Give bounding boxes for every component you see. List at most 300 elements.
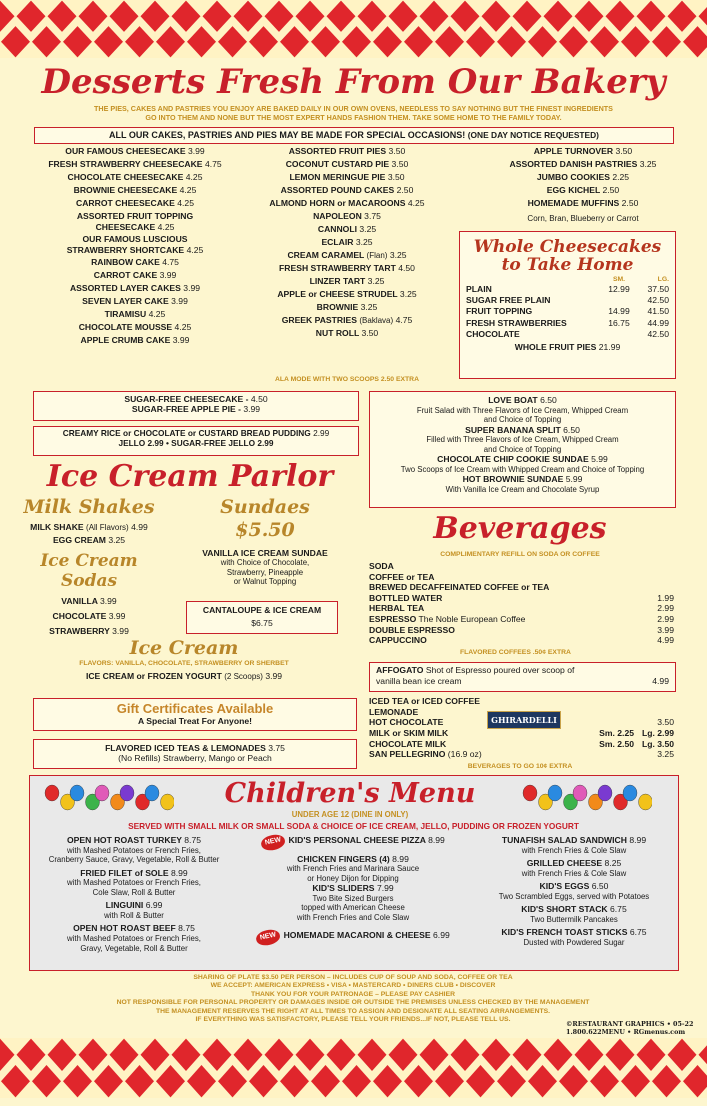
diamond-ornament xyxy=(637,1039,666,1071)
diamond-ornament xyxy=(590,26,619,57)
kids-item-desc: Cole Slaw, Roll & Butter xyxy=(92,887,176,897)
kids-item-name: KID'S SHORT STACK xyxy=(521,904,608,915)
item-name: LEMON MERINGUE PIE xyxy=(289,172,386,182)
kids-item-price: 7.99 xyxy=(376,883,394,894)
whole-fruit-pies-label: WHOLE FRUIT PIES xyxy=(514,342,597,353)
bakery-item xyxy=(20,197,250,210)
sundaes-price: $5.50 xyxy=(235,519,295,541)
diamond-ornament xyxy=(203,1,232,32)
balloon-icon xyxy=(120,785,134,801)
item-price: 4.25 xyxy=(174,322,192,332)
diamond-ornament xyxy=(482,1039,511,1071)
bakery-item xyxy=(478,197,688,210)
item-name: CARROT CHEESECAKE xyxy=(76,198,175,208)
diamond-ornament xyxy=(94,1065,123,1097)
diamond-ornament xyxy=(559,1065,588,1097)
diamond-ornament xyxy=(249,1065,278,1097)
col-lg-label: LG. xyxy=(657,276,669,283)
item-name: ASSORTED FRUIT PIES xyxy=(288,146,387,156)
item-name: HOMEMADE MUFFINS xyxy=(527,198,620,208)
refill-note: COMPLIMENTARY REFILL ON SODA OR COFFEE xyxy=(440,551,600,558)
beverage-row xyxy=(369,635,674,646)
beverage-name: LEMONADE xyxy=(369,706,419,717)
item-name: CARROT CAKE xyxy=(93,270,158,280)
beverage-name: ICED TEA or ICED COFFEE xyxy=(369,696,480,706)
soda-name: CHOCOLATE xyxy=(52,611,107,621)
soda-item xyxy=(14,594,164,609)
cheesecake-lg-price: 41.50 xyxy=(647,306,669,317)
kids-item xyxy=(238,835,468,850)
pudding-box xyxy=(33,426,359,456)
item-name: BROWNIE xyxy=(316,302,359,312)
sundae-price: 6.50 xyxy=(540,395,557,405)
sodas-title-2: Sodas xyxy=(60,571,118,591)
cheesecake-name: FRESH STRAWBERRIES xyxy=(466,317,567,328)
kids-item-price: 6.75 xyxy=(629,927,647,938)
gift-subtitle: A Special Treat For Anyone! xyxy=(138,716,252,726)
diamond-ornament xyxy=(435,26,464,57)
kids-item-price: 8.99 xyxy=(170,867,188,878)
kids-item xyxy=(474,835,674,846)
milk-shake-note: (All Flavors) xyxy=(86,523,129,532)
diamond-ornament xyxy=(590,1065,619,1097)
pellegrino-note: (16.9 oz) xyxy=(447,749,482,760)
whole-fruit-pies xyxy=(466,341,669,353)
chocolate-milk-lg-price: Lg. 3.50 xyxy=(642,738,674,749)
item-price: 3.99 xyxy=(172,335,190,345)
diamond-ornament xyxy=(187,26,216,57)
ice-cream-label: ICE CREAM or FROZEN YOGURT xyxy=(85,671,222,681)
item-name: CHOCOLATE MOUSSE xyxy=(78,322,173,332)
beverage-row xyxy=(369,614,674,625)
kids-item-name: KID'S EGGS xyxy=(539,881,590,892)
kids-item-desc: with French Fries & Cole Slaw xyxy=(521,845,627,855)
sundae-desc: and Choice of Topping xyxy=(483,444,562,454)
item-name: FRESH STRAWBERRY CHEESECAKE xyxy=(48,159,203,169)
affogato-price: 4.99 xyxy=(652,675,669,686)
kids-item xyxy=(474,858,674,869)
cheesecake-name: FRUIT TOPPING xyxy=(466,306,533,317)
item-name: CANNOLI xyxy=(317,224,358,234)
kids-item-name: FRIED FILET of SOLE xyxy=(80,867,169,878)
diamond-ornament xyxy=(327,1039,356,1071)
kids-item-name: CHICKEN FINGERS (4) xyxy=(297,853,390,864)
balloon-icon xyxy=(161,794,175,810)
diamond-ornament xyxy=(652,1065,681,1097)
diamond-ornament xyxy=(110,1,139,32)
beverage-row xyxy=(369,696,674,707)
cheesecake-name: CHOCOLATE xyxy=(466,328,520,339)
diamond-ornament xyxy=(187,1065,216,1097)
kids-item-desc: Gravy, Vegetable, Roll & Butter xyxy=(80,943,188,953)
kids-item-price: 8.99 xyxy=(428,835,445,845)
diamond-ornament xyxy=(358,1039,387,1071)
kids-item xyxy=(474,904,674,915)
vanilla-sundae-desc-line: Strawberry, Pineapple xyxy=(226,567,304,577)
item-price: 3.25 xyxy=(360,302,378,312)
item-price: 3.50 xyxy=(391,159,409,169)
age-note: UNDER AGE 12 (DINE IN ONLY) xyxy=(291,810,409,819)
chocolate-milk-label: CHOCOLATE MILK xyxy=(369,738,447,749)
beverage-row xyxy=(369,572,674,583)
kids-item-name: LINGUINI xyxy=(105,900,144,911)
diamond-ornament xyxy=(404,1065,433,1097)
diamond-ornament xyxy=(280,1065,309,1097)
balloon-icon xyxy=(523,785,537,801)
muffin-note: Corn, Bran, Blueberry or Carrot xyxy=(527,214,639,223)
diamond-ornament xyxy=(497,26,526,57)
diamond-ornament xyxy=(420,1039,449,1071)
beverage-row xyxy=(369,561,674,572)
kids-item-desc: with Mashed Potatoes or French Fries, xyxy=(67,933,201,943)
diamond-ornament xyxy=(668,1,697,32)
pellegrino-label: SAN PELLEGRINO xyxy=(369,749,446,760)
kids-item-desc: topped with American Cheese xyxy=(301,903,405,913)
item-price: 3.25 xyxy=(359,224,377,234)
beverage-price: 3.50 xyxy=(657,717,674,728)
item-name: OUR FAMOUS CHEESECAKE xyxy=(65,146,186,156)
cheesecake-row xyxy=(466,306,669,317)
cheesecake-sm-price: 14.99 xyxy=(608,306,630,317)
item-name: ASSORTED LAYER CAKES xyxy=(69,283,181,293)
diamond-ornament xyxy=(1,1065,30,1097)
cheesecake-lg-price: 42.50 xyxy=(647,328,669,339)
diamond-ornament xyxy=(234,1039,263,1071)
diamond-ornament xyxy=(79,1039,108,1071)
item-price: 4.25 xyxy=(185,172,203,182)
vanilla-sundae-label: VANILLA ICE CREAM SUNDAE xyxy=(202,548,328,558)
bakery-item xyxy=(247,223,447,236)
new-badge: NEW xyxy=(260,833,287,852)
diamond-ornament xyxy=(668,1039,697,1071)
flavored-coffees-note: FLAVORED COFFEES .50¢ EXTRA xyxy=(460,649,571,656)
cantaloupe-label: CANTALOUPE & ICE CREAM xyxy=(202,605,322,615)
bakery-item xyxy=(20,308,250,321)
bakery-item xyxy=(247,158,447,171)
diamond-ornament xyxy=(621,1065,650,1097)
footer-line: THANK YOU FOR YOUR PATRONAGE – PLEASE PAY CASHIER xyxy=(250,990,456,998)
cheesecake-sm-price xyxy=(599,329,639,340)
sundae-desc: Filled with Three Flavors of Ice Cream, Whipped Cream xyxy=(426,435,619,445)
bakery-item xyxy=(20,210,250,233)
diamond-ornament xyxy=(683,26,707,57)
milk-list xyxy=(369,728,674,760)
item-price: 4.25 xyxy=(186,244,204,255)
beverage-price: 1.99 xyxy=(657,592,674,603)
childrens-menu-title: Children's Menu xyxy=(224,778,476,809)
item-price: 4.75 xyxy=(395,315,413,325)
bakery-item xyxy=(20,171,250,184)
sugar-free-apple-pie: SUGAR-FREE APPLE PIE - xyxy=(131,404,241,415)
pudding-price: 2.99 xyxy=(313,428,330,438)
kids-item xyxy=(34,900,234,911)
header xyxy=(0,62,707,122)
bakery-item xyxy=(20,145,250,158)
footer-line: THE MANAGEMENT RESERVES THE RIGHT AT ALL TIMES TO ASSIGN AND DESIGNATE ALL SEATING ARRANGEMENTS. xyxy=(155,1007,551,1015)
diamond-ornament xyxy=(48,1039,77,1071)
soda-item xyxy=(14,609,164,624)
balloon-icon xyxy=(45,785,59,801)
balloons-right-decoration xyxy=(522,780,652,816)
diamond-ornament xyxy=(32,1065,61,1097)
cheesecake-name: PLAIN xyxy=(466,284,492,294)
diamond-ornament xyxy=(621,26,650,57)
jello-line: JELLO 2.99 • SUGAR-FREE JELLO 2.99 xyxy=(118,437,274,448)
kids-item-desc: Two Buttermilk Pancakes xyxy=(530,914,618,924)
diamond-ornament xyxy=(32,26,61,57)
diamond-ornament xyxy=(513,1039,542,1071)
balloon-icon xyxy=(95,785,109,801)
diamond-ornament xyxy=(218,1065,247,1097)
bakery-item xyxy=(247,262,447,275)
item-price: 4.25 xyxy=(157,221,175,232)
sugar-free-cheesecake-price: 4.50 xyxy=(250,394,268,404)
item-note: (Baklava) xyxy=(359,316,394,325)
diamond-ornament xyxy=(606,1039,635,1071)
intro-line-2: GO INTO THEM AND NONE BUT THE MOST EXPERT HANDS FASHION THEM. TAKE SOME HOME TO THE FAMILY TODAY. xyxy=(145,113,562,122)
kids-item xyxy=(34,923,234,934)
diamond-ornament xyxy=(559,26,588,57)
kids-item-name: GRILLED CHEESE xyxy=(526,858,603,869)
bakery-item xyxy=(247,210,447,223)
diamond-ornament xyxy=(125,1065,154,1097)
diamond-ornament xyxy=(0,1039,15,1071)
diamond-ornament xyxy=(389,1039,418,1071)
bakery-item xyxy=(247,184,447,197)
kids-item-price: 8.75 xyxy=(178,923,195,934)
diamond-ornament xyxy=(466,26,495,57)
kids-column-1 xyxy=(34,835,234,953)
diamond-ornament xyxy=(358,1,387,32)
diamond-ornament xyxy=(249,26,278,57)
item-price: 3.99 xyxy=(171,296,188,306)
footer-notes xyxy=(30,974,676,1024)
affogato-desc-2: vanilla bean ice cream xyxy=(376,675,462,686)
sundae-desc: and Choice of Topping xyxy=(483,415,562,425)
kids-item-desc: with Mashed Potatoes or French Fries, xyxy=(67,878,201,888)
beverage-name: SODA xyxy=(369,561,394,571)
ice-cream-price: 3.99 xyxy=(265,671,283,681)
item-name: NAPOLEON xyxy=(313,211,362,221)
bakery-item xyxy=(20,321,250,334)
bakery-column-3 xyxy=(478,145,688,210)
item-price: 4.75 xyxy=(204,159,222,169)
sundae-price: 6.50 xyxy=(563,424,580,435)
diamond-ornament xyxy=(389,1,418,32)
kids-item-price: 8.99 xyxy=(629,835,647,845)
beverage-name: ESPRESSO xyxy=(369,613,417,624)
item-price: 4.25 xyxy=(177,198,194,208)
diamond-ornament xyxy=(48,1,77,32)
kids-item-price: 6.50 xyxy=(591,881,609,892)
sundae-desc: With Vanilla Ice Cream and Chocolate Syrup xyxy=(445,484,600,494)
beverage-price: 2.99 xyxy=(657,603,674,614)
sundae-name: LOVE BOAT xyxy=(488,395,538,405)
diamond-ornament xyxy=(265,1,294,32)
item-name: SEVEN LAYER CAKE xyxy=(82,296,169,306)
cheesecakes-title-2: to Take Home xyxy=(501,255,634,275)
beverages-to-go-note: BEVERAGES TO GO 10¢ EXTRA xyxy=(467,763,573,770)
item-price: 4.25 xyxy=(179,185,197,195)
served-note: SERVED WITH SMALL MILK OR SMALL SODA & CHOICE OF ICE CREAM, JELLO, PUDDING OR FROZEN YOGURT xyxy=(128,821,579,831)
bakery-item xyxy=(20,256,250,269)
balloon-icon xyxy=(573,785,587,801)
kids-item xyxy=(238,883,468,894)
cantaloupe-price: $6.75 xyxy=(251,618,273,629)
diamond-ornament xyxy=(280,26,309,57)
item-price: 2.50 xyxy=(602,185,620,195)
kids-item-desc: with Roll & Butter xyxy=(104,910,164,920)
kids-item-price: 6.99 xyxy=(145,900,163,911)
item-name: ASSORTED POUND CAKES xyxy=(280,185,395,195)
cheesecake-lg-price: 37.50 xyxy=(647,284,669,294)
balloons-left-decoration xyxy=(44,780,174,816)
item-name: OUR FAMOUS LUSCIOUS xyxy=(82,234,188,244)
bakery-item xyxy=(478,145,688,158)
diamond-ornament xyxy=(296,1039,325,1071)
item-name: ECLAIR xyxy=(321,237,354,247)
diamond-ornament xyxy=(652,26,681,57)
beverage-name: DOUBLE ESPRESSO xyxy=(369,624,455,635)
item-name-line2: CHEESECAKE xyxy=(95,221,156,232)
sundae-desc: Two Scoops of Ice Cream with Whipped Cream and Choice of Topping xyxy=(400,464,645,474)
item-price: 3.99 xyxy=(187,146,205,156)
egg-cream-label: EGG CREAM xyxy=(52,535,106,545)
bakery-column-2 xyxy=(247,145,447,340)
gift-title: Gift Certificates Available xyxy=(116,701,274,716)
diamond-ornament xyxy=(94,26,123,57)
milk-shakes-title: Milk Shakes xyxy=(23,496,155,518)
pellegrino-price: 3.25 xyxy=(657,749,674,760)
new-badge: NEW xyxy=(255,928,282,947)
item-price: 3.25 xyxy=(367,276,385,286)
cheesecake-row xyxy=(466,318,669,329)
item-name: TIRAMISU xyxy=(104,309,147,319)
iced-teas-label: FLAVORED ICED TEAS & LEMONADES xyxy=(105,743,266,753)
item-name: APPLE or CHEESE STRUDEL xyxy=(277,289,398,299)
diamond-ornament xyxy=(466,1065,495,1097)
cheesecakes-title-1: Whole Cheesecakes xyxy=(473,237,662,257)
diamond-ornament xyxy=(311,1065,340,1097)
diamond-ornament xyxy=(265,1039,294,1071)
diamond-ornament xyxy=(63,1065,92,1097)
diamond-ornament xyxy=(544,1039,573,1071)
milk-shake-label: MILK SHAKE xyxy=(30,522,84,532)
bakery-item xyxy=(478,184,688,197)
sugar-free-apple-pie-price: 3.99 xyxy=(243,404,261,415)
beverage-price: 4.99 xyxy=(657,635,674,646)
balloon-icon xyxy=(70,785,84,801)
bottom-diamond-border xyxy=(0,1038,707,1098)
cheesecake-row xyxy=(466,284,669,295)
bakery-item xyxy=(247,197,447,210)
diamond-ornament xyxy=(451,1,480,32)
beverage-name: BREWED DECAFFEINATED COFFEE or TEA xyxy=(369,582,550,593)
diamond-ornament xyxy=(528,1065,557,1097)
beverages-title: Beverages xyxy=(433,511,607,546)
whole-fruit-pies-price: 21.99 xyxy=(598,342,621,353)
beverages-list-1 xyxy=(369,561,674,646)
bakery-column-1 xyxy=(20,145,250,347)
credit-line-2: 1.800.622MENU • RGmenus.com xyxy=(566,1028,686,1036)
sodas-list xyxy=(14,594,164,639)
soda-price: 3.99 xyxy=(108,611,126,621)
diamond-ornament xyxy=(141,1,170,32)
bakery-item xyxy=(247,314,447,327)
diamond-ornament xyxy=(683,1065,707,1097)
top-diamond-border xyxy=(0,0,707,58)
ala-mode-note: ALA MODE WITH TWO SCOOPS 2.50 EXTRA xyxy=(274,376,419,383)
whole-cheesecakes-box xyxy=(459,231,676,379)
item-name: EGG KICHEL xyxy=(546,185,601,195)
diamond-ornament xyxy=(435,1065,464,1097)
col-sm-label: SM. xyxy=(612,276,626,283)
kids-item-price: 6.99 xyxy=(433,930,450,941)
diamond-ornament xyxy=(482,1,511,32)
kids-item-desc: with French Fries and Marinara Sauce xyxy=(286,864,420,873)
pudding-line: CREAMY RICE or CHOCOLATE or CUSTARD BREAD PUDDING xyxy=(62,428,311,438)
kids-item-price: 8.75 xyxy=(184,835,202,845)
item-price: 3.99 xyxy=(159,270,177,280)
kids-item-name: KID'S SLIDERS xyxy=(312,883,375,894)
item-price: 3.25 xyxy=(355,237,373,247)
affogato-box xyxy=(369,662,676,692)
kids-item-price: 8.99 xyxy=(392,853,409,864)
balloon-icon xyxy=(145,785,159,801)
item-name: NUT ROLL xyxy=(315,328,360,338)
cheesecake-row xyxy=(466,295,669,306)
bakery-item xyxy=(247,288,447,301)
childrens-menu-box xyxy=(29,775,679,971)
diamond-ornament xyxy=(172,1,201,32)
item-name: JUMBO COOKIES xyxy=(536,172,610,182)
bakery-item xyxy=(20,295,250,308)
milk-lg-price: Lg. 2.99 xyxy=(642,728,674,738)
beverage-name: CAPPUCCINO xyxy=(369,635,427,646)
bakery-item xyxy=(20,269,250,282)
diamond-ornament xyxy=(110,1039,139,1071)
beverage-row xyxy=(369,603,674,614)
diamond-ornament xyxy=(125,26,154,57)
iced-teas-flavors: (No Refills) Strawberry, Mango or Peach xyxy=(118,753,272,764)
vanilla-sundae-desc-line: or Walnut Topping xyxy=(233,577,297,587)
diamond-ornament xyxy=(373,26,402,57)
kids-item-price: 8.25 xyxy=(604,858,622,869)
ghirardelli-logo: GHIRARDELLI xyxy=(487,711,561,729)
sundae-name: SUPER BANANA SPLIT xyxy=(465,424,561,435)
specialty-sundaes-list xyxy=(370,395,675,495)
item-name: GREEK PASTRIES xyxy=(281,315,357,325)
item-price: 3.25 xyxy=(399,289,417,299)
item-name: ASSORTED FRUIT TOPPING xyxy=(76,211,194,221)
diamond-ornament xyxy=(404,26,433,57)
bakery-item xyxy=(247,236,447,249)
kids-item-name: KID'S PERSONAL CHEESE PIZZA xyxy=(288,835,426,845)
item-name: APPLE TURNOVER xyxy=(533,146,614,156)
kids-item-name: OPEN HOT ROAST BEEF xyxy=(73,923,176,934)
kids-item xyxy=(34,835,234,846)
cheesecake-lg-price: 44.99 xyxy=(647,317,669,328)
diamond-ornament xyxy=(1,26,30,57)
item-price: 3.50 xyxy=(361,328,379,338)
beverage-row xyxy=(369,582,674,593)
diamond-ornament xyxy=(156,1065,185,1097)
sundae-name: HOT BROWNIE SUNDAE xyxy=(462,474,564,485)
occasions-text: ALL OUR CAKES, PASTRIES AND PIES MAY BE MADE FOR SPECIAL OCCASIONS! xyxy=(109,130,466,140)
diamond-ornament xyxy=(373,1065,402,1097)
beverage-note: The Noble European Coffee xyxy=(418,613,526,624)
chocolate-milk-sm-price: Sm. 2.50 xyxy=(599,738,634,749)
